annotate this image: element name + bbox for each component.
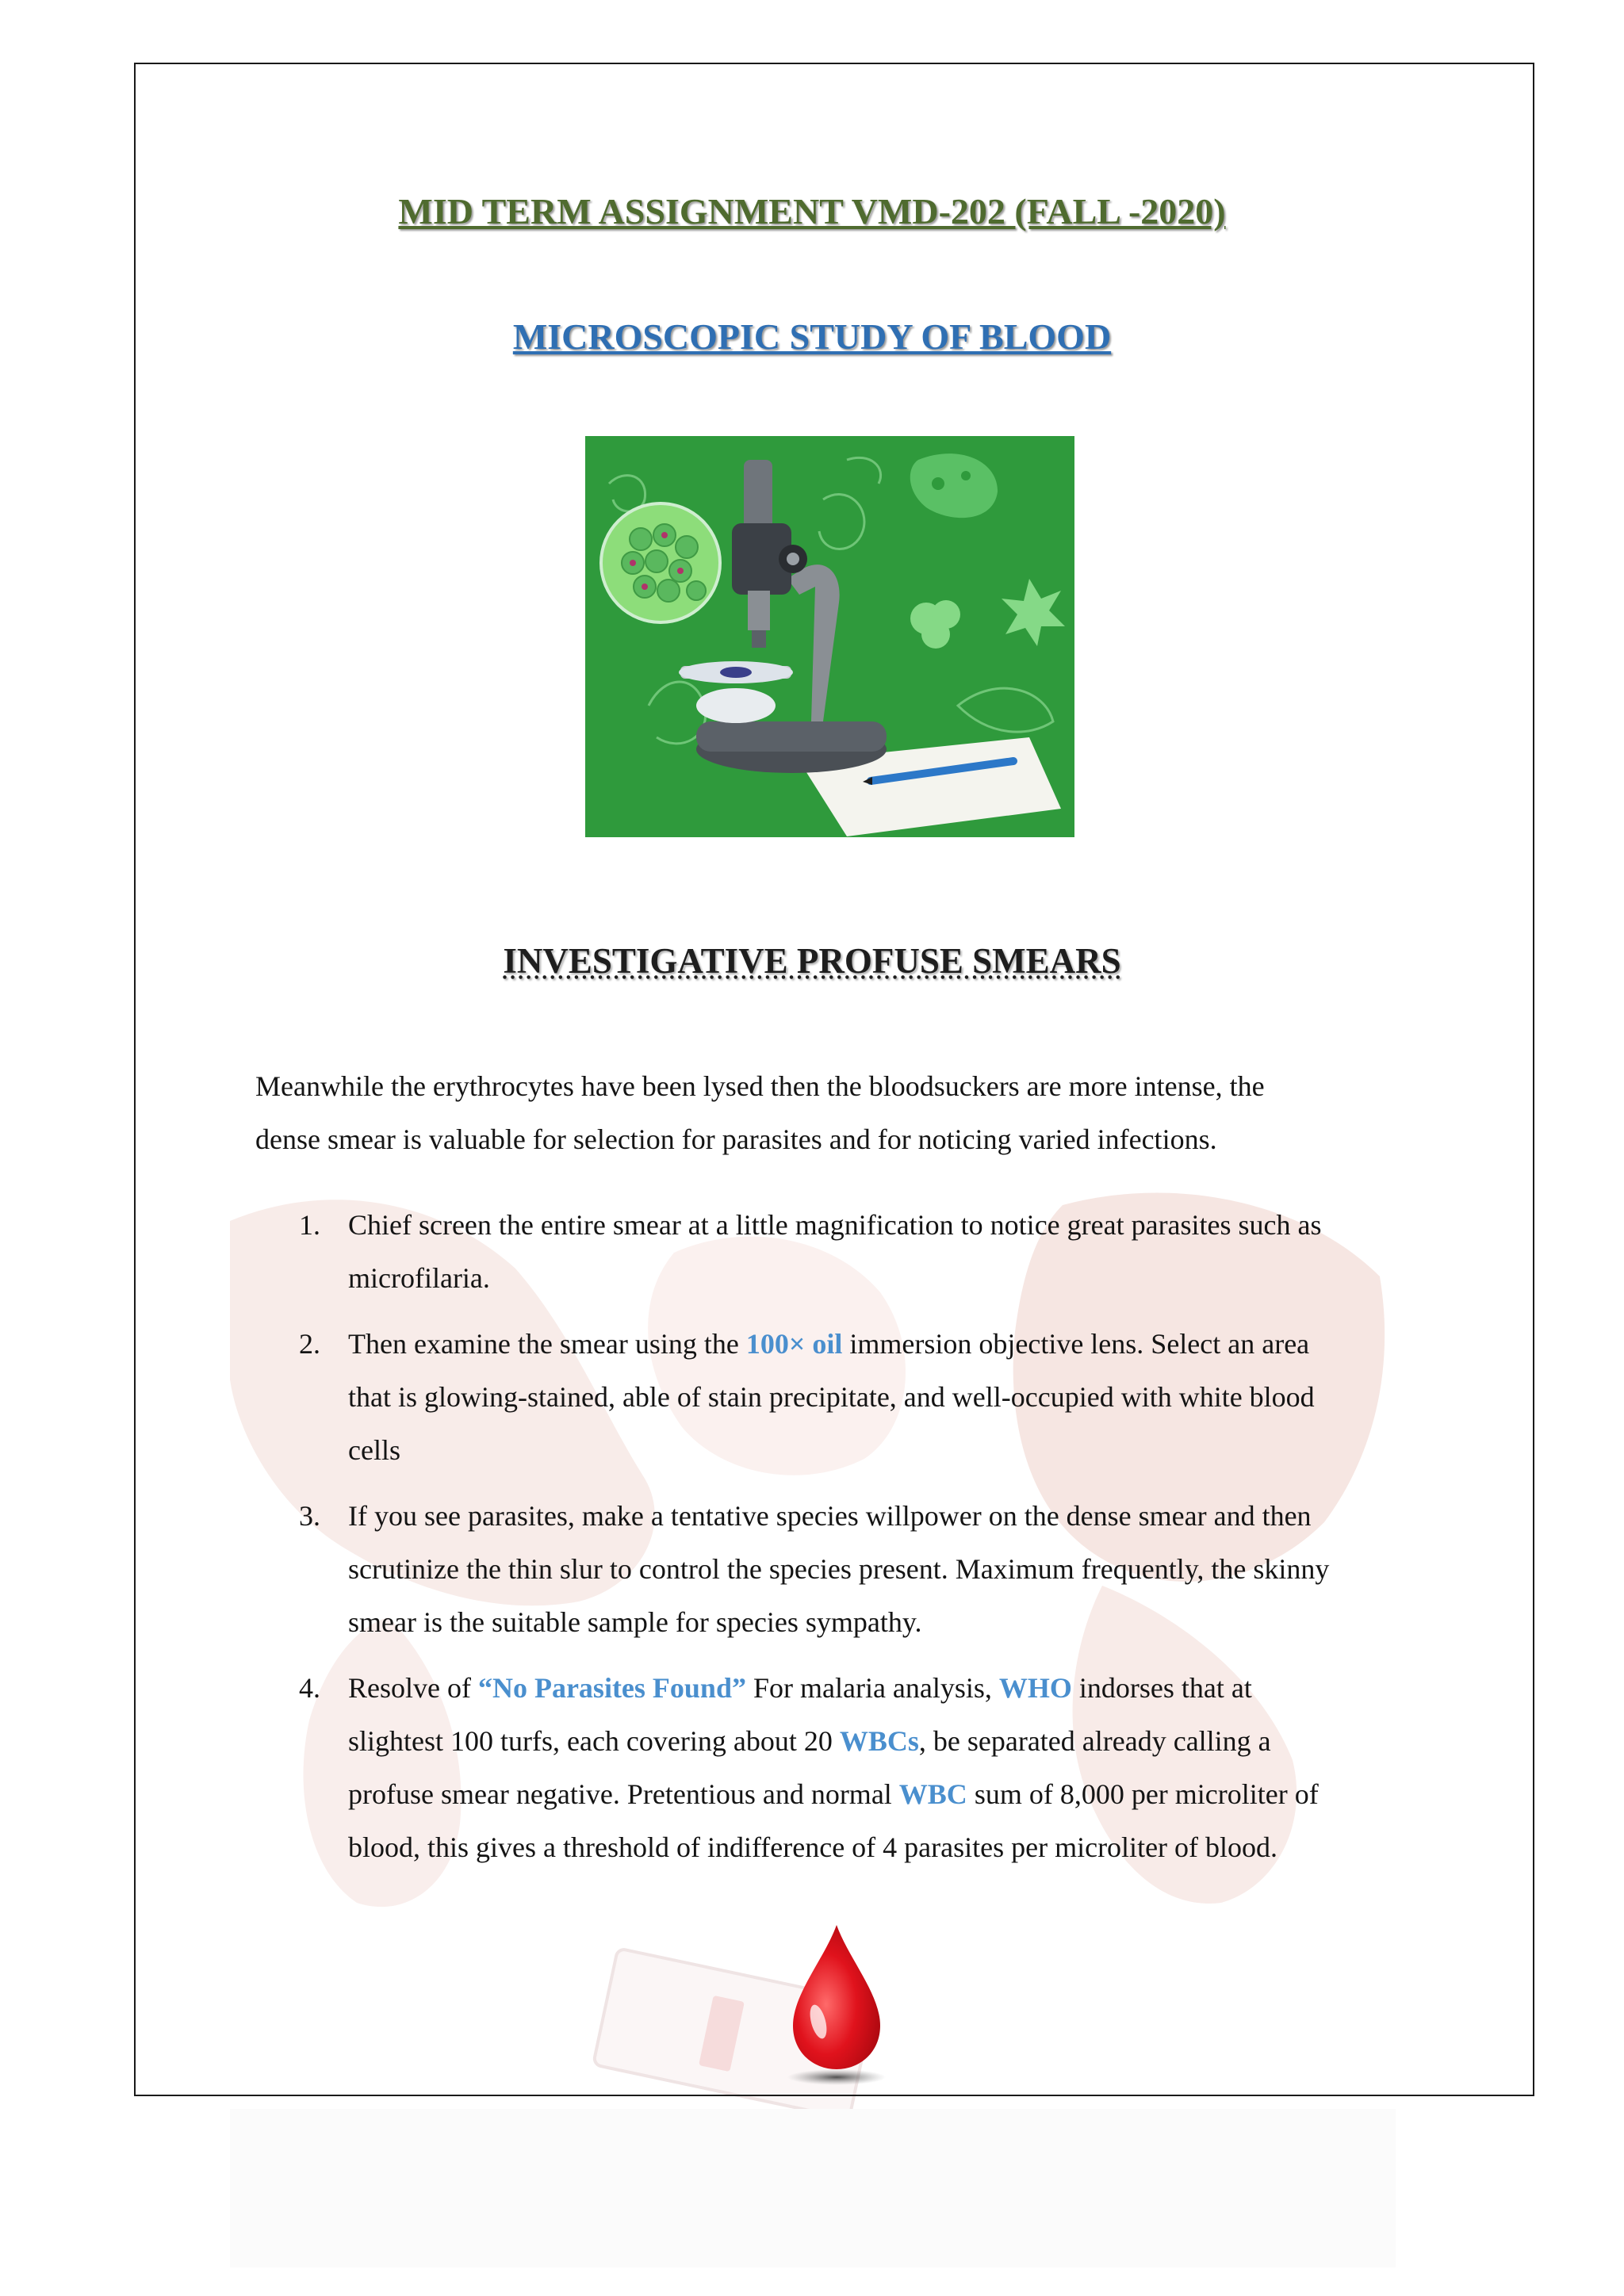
step-line: that is glowing-stained, able of stain precipitate, and well-occupied with white blood xyxy=(348,1381,1315,1413)
highlight-text: “No Parasites Found” xyxy=(477,1672,746,1704)
step-text: For malaria analysis, xyxy=(745,1672,999,1704)
list-number: 2. xyxy=(299,1328,320,1360)
step-text: immersion objective lens. Select an area xyxy=(842,1328,1310,1360)
list-number: 3. xyxy=(299,1500,320,1532)
assignment-title: MID TERM ASSIGNMENT VMD-202 (FALL -2020) xyxy=(398,191,1226,232)
step-text: slightest 100 turfs, each covering about 20 xyxy=(348,1725,840,1757)
step-text: sum of 8,000 per microliter of xyxy=(967,1778,1319,1810)
list-number: 1. xyxy=(299,1209,320,1241)
step-line: scrutinize the thin slur to control the species present. Maximum frequently, the skinny xyxy=(348,1553,1330,1585)
list-item xyxy=(255,1318,1445,1477)
step-line: smear is the suitable sample for species sympathy. xyxy=(348,1606,922,1638)
step-line: blood, this gives a threshold of indifference of 4 parasites per microliter of blood. xyxy=(348,1831,1278,1863)
step-line xyxy=(348,1715,1445,1768)
intro-paragraph xyxy=(255,1060,1413,1166)
highlight-text: WHO xyxy=(998,1672,1072,1704)
step-text: , be separated already calling a xyxy=(918,1725,1271,1757)
step-line: microfilaria. xyxy=(348,1262,490,1294)
step-line xyxy=(348,1318,1445,1371)
step-text: profuse smear negative. Pretentious and normal xyxy=(348,1778,899,1810)
step-text: Then examine the smear using the xyxy=(348,1328,746,1360)
step-text: indorses that at xyxy=(1071,1672,1252,1704)
highlight-text: WBCs xyxy=(839,1725,919,1757)
page-subtitle: MICROSCOPIC STUDY OF BLOOD xyxy=(512,316,1112,357)
microscope-illustration xyxy=(585,436,1074,837)
steps-list xyxy=(255,1199,1445,1887)
list-number: 4. xyxy=(299,1672,320,1704)
section-heading: INVESTIGATIVE PROFUSE SMEARS xyxy=(503,941,1121,981)
intro-line: Meanwhile the erythrocytes have been lysed then the bloodsuckers are more intense, the xyxy=(255,1070,1265,1102)
list-item xyxy=(255,1199,1445,1305)
blood-drop-icon xyxy=(777,1919,896,2093)
highlight-text: 100× oil xyxy=(745,1328,843,1360)
step-line: Chief screen the entire smear at a little magnification to notice great parasites such as xyxy=(348,1209,1322,1241)
step-line xyxy=(348,1662,1445,1715)
step-line: cells xyxy=(348,1434,400,1466)
intro-line: dense smear is valuable for selection for parasites and for noticing varied infections. xyxy=(255,1123,1217,1155)
list-item xyxy=(255,1490,1445,1649)
step-text: Resolve of xyxy=(348,1672,478,1704)
highlight-text: WBC xyxy=(898,1778,967,1810)
list-item xyxy=(255,1662,1445,1874)
step-line xyxy=(348,1768,1445,1821)
step-line: If you see parasites, make a tentative species willpower on the dense smear and then xyxy=(348,1500,1312,1532)
